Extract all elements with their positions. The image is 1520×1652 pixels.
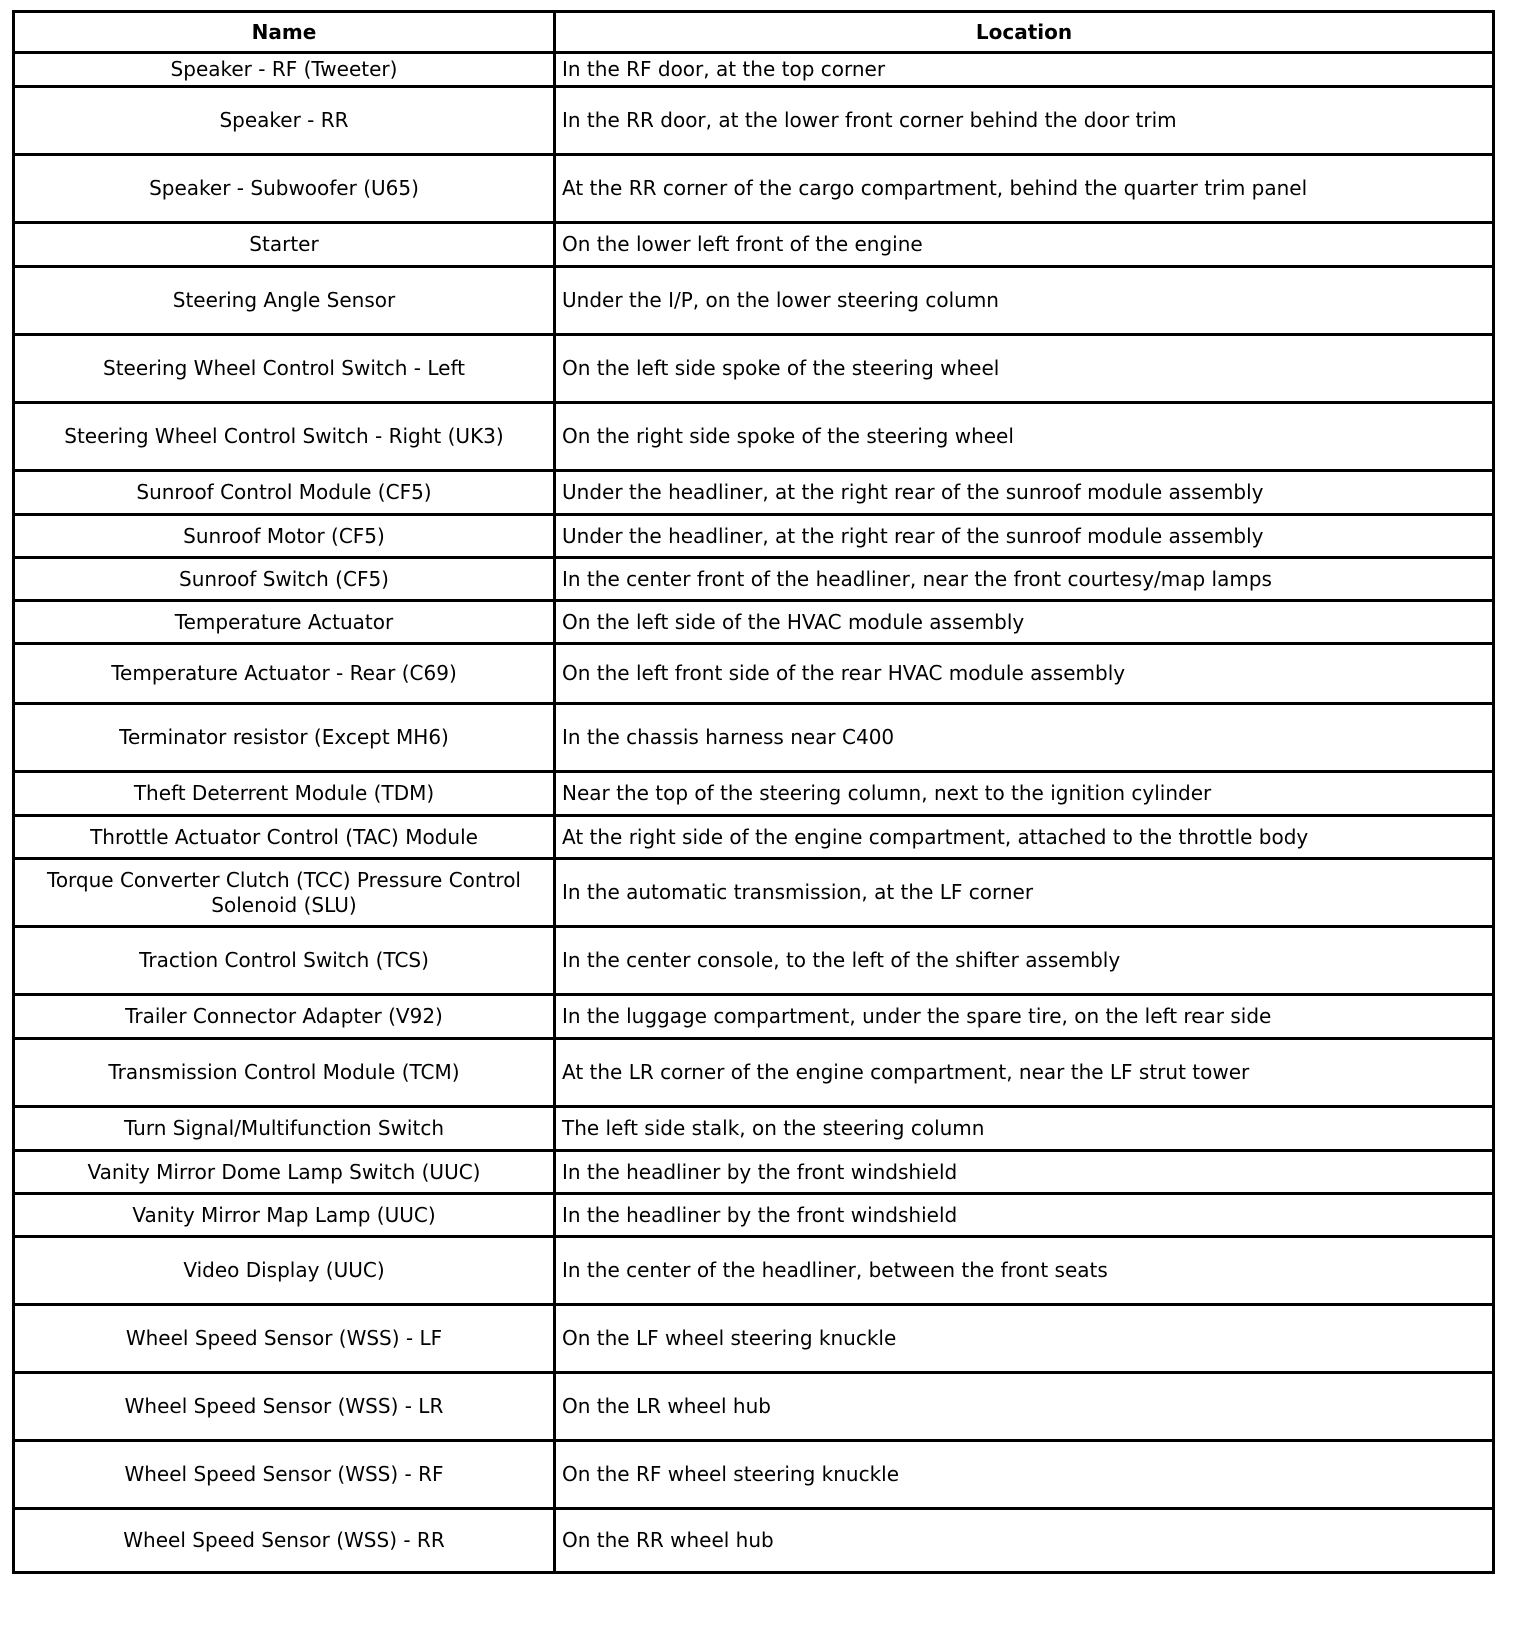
component-location: Under the headliner, at the right rear of the sunroof module assembly [555,471,1494,515]
table-row [14,53,1494,87]
table-row [14,515,1494,558]
component-name: Wheel Speed Sensor (WSS) - LF [14,1305,555,1373]
table-body [14,53,1494,1573]
component-location: In the headliner by the front windshield [555,1151,1494,1194]
component-location: On the left side spoke of the steering wheel [555,335,1494,403]
component-location: At the LR corner of the engine compartment, near the LF strut tower [555,1039,1494,1107]
component-name: Traction Control Switch (TCS) [14,927,555,995]
component-name: Temperature Actuator [14,601,555,644]
table-row [14,816,1494,859]
header-row [14,12,1494,53]
table-row [14,155,1494,223]
table-row [14,558,1494,601]
component-name: Speaker - Subwoofer (U65) [14,155,555,223]
component-name: Steering Wheel Control Switch - Right (UK3) [14,403,555,471]
component-location: In the RR door, at the lower front corner behind the door trim [555,87,1494,155]
component-location: Under the headliner, at the right rear of the sunroof module assembly [555,515,1494,558]
table-row [14,267,1494,335]
table-row [14,995,1494,1039]
component-location: On the lower left front of the engine [555,223,1494,267]
component-name: Wheel Speed Sensor (WSS) - RF [14,1441,555,1509]
table-row [14,403,1494,471]
component-name: Torque Converter Clutch (TCC) Pressure Control Solenoid (SLU) [14,859,555,927]
table-row [14,1194,1494,1237]
component-location: In the automatic transmission, at the LF corner [555,859,1494,927]
component-name: Theft Deterrent Module (TDM) [14,772,555,816]
component-name: Vanity Mirror Dome Lamp Switch (UUC) [14,1151,555,1194]
component-location: In the center console, to the left of the shifter assembly [555,927,1494,995]
table-row [14,704,1494,772]
table-row [14,644,1494,704]
component-location: On the LR wheel hub [555,1373,1494,1441]
component-name: Throttle Actuator Control (TAC) Module [14,816,555,859]
component-location: On the left side of the HVAC module assembly [555,601,1494,644]
component-name: Speaker - RR [14,87,555,155]
component-name: Sunroof Switch (CF5) [14,558,555,601]
component-name: Sunroof Control Module (CF5) [14,471,555,515]
component-location: On the left front side of the rear HVAC module assembly [555,644,1494,704]
component-location: In the RF door, at the top corner [555,53,1494,87]
table-row [14,471,1494,515]
component-name: Trailer Connector Adapter (V92) [14,995,555,1039]
component-name: Starter [14,223,555,267]
component-name: Sunroof Motor (CF5) [14,515,555,558]
table-row [14,859,1494,927]
table-row [14,1107,1494,1151]
component-location-table [12,10,1495,1574]
component-name: Wheel Speed Sensor (WSS) - LR [14,1373,555,1441]
component-location: Under the I/P, on the lower steering column [555,267,1494,335]
component-location: In the headliner by the front windshield [555,1194,1494,1237]
component-location: In the center front of the headliner, near the front courtesy/map lamps [555,558,1494,601]
component-location: Near the top of the steering column, next to the ignition cylinder [555,772,1494,816]
table-row [14,223,1494,267]
component-name: Terminator resistor (Except MH6) [14,704,555,772]
table-row [14,601,1494,644]
component-name: Vanity Mirror Map Lamp (UUC) [14,1194,555,1237]
header-name: Name [14,12,555,53]
component-location: On the LF wheel steering knuckle [555,1305,1494,1373]
component-location: The left side stalk, on the steering column [555,1107,1494,1151]
component-name: Wheel Speed Sensor (WSS) - RR [14,1509,555,1573]
component-location: On the RR wheel hub [555,1509,1494,1573]
component-location: On the right side spoke of the steering wheel [555,403,1494,471]
table-row [14,87,1494,155]
table-row [14,927,1494,995]
table-row [14,1373,1494,1441]
component-location: In the luggage compartment, under the spare tire, on the left rear side [555,995,1494,1039]
component-location: In the chassis harness near C400 [555,704,1494,772]
component-location: In the center of the headliner, between the front seats [555,1237,1494,1305]
table-row [14,1305,1494,1373]
component-name: Speaker - RF (Tweeter) [14,53,555,87]
component-name: Video Display (UUC) [14,1237,555,1305]
table-row [14,1151,1494,1194]
component-name: Temperature Actuator - Rear (C69) [14,644,555,704]
table-row [14,1441,1494,1509]
component-location: At the RR corner of the cargo compartment, behind the quarter trim panel [555,155,1494,223]
table-row [14,335,1494,403]
header-location: Location [555,12,1494,53]
component-location: On the RF wheel steering knuckle [555,1441,1494,1509]
component-name: Steering Angle Sensor [14,267,555,335]
component-name: Turn Signal/Multifunction Switch [14,1107,555,1151]
component-location: At the right side of the engine compartment, attached to the throttle body [555,816,1494,859]
component-name: Steering Wheel Control Switch - Left [14,335,555,403]
table-row [14,772,1494,816]
table-row [14,1039,1494,1107]
table-row [14,1509,1494,1573]
table-row [14,1237,1494,1305]
component-name: Transmission Control Module (TCM) [14,1039,555,1107]
